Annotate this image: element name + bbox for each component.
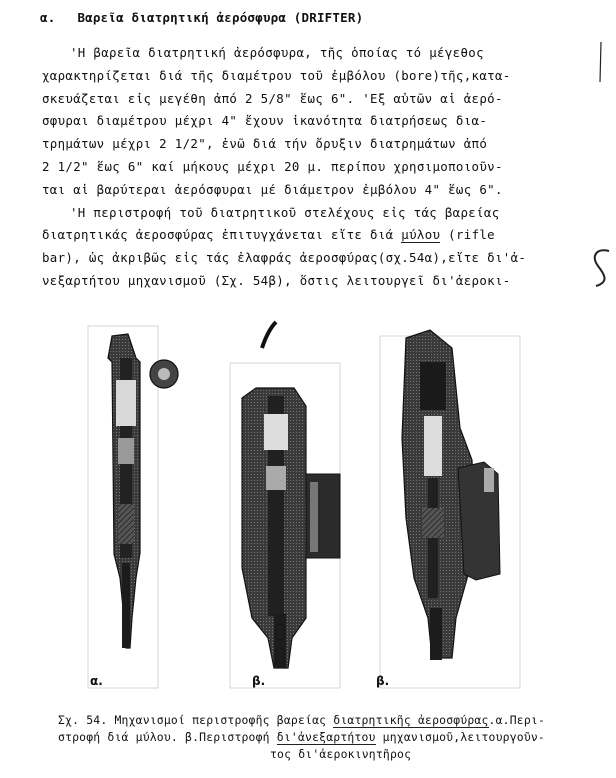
caption-line <box>58 712 578 729</box>
text-line: ται αἱ βαρύτεραι ἀερόσφυραι μέ διάμετρον ἐμβόλου 4" ἕως 6". <box>42 181 503 197</box>
figure-label-a: α. <box>90 674 103 688</box>
drill-illustration-b-right <box>380 330 520 688</box>
text-line: σκευάζεται εἰς μεγέθη ἀπό 2 5/8" ἕως 6". 'Εξ αὐτῶν αἱ ἀερό- <box>42 90 503 106</box>
underlined-phrase: διατρητικῆς ἀεροσφύρας <box>333 713 489 727</box>
text-segment: διατρητικάς ἀεροσφύρας ἐπιτυγχάνεται εἴτε διά <box>42 227 402 243</box>
figure-caption <box>58 712 578 763</box>
underlined-phrase: δι'ἀνεξαρτήτου <box>276 730 376 744</box>
section-heading <box>40 10 363 25</box>
text-line: 'Η βαρεῖα διατρητική ἀερόσφυρα, τῆς ὁποίας τό μέγεθος <box>70 45 484 60</box>
text-line: 'Η περιστροφή τοῦ διατρητικοῦ στελέχους εἰς τάς βαρείας <box>70 204 500 220</box>
text-line: bar), ὡς ἀκριβῶς εἰς τάς ἐλαφράς ἀεροσφύρας(σχ.54α),εἴτε δι'ἀ- <box>42 250 527 266</box>
caption-line: τος δι'ἀεροκινητῆρος <box>270 747 412 761</box>
section-letter: α. <box>40 10 56 25</box>
text-segment: (rifle <box>440 227 495 243</box>
drill-illustration-b-middle <box>230 322 340 688</box>
margin-tick-mark <box>596 40 606 84</box>
figure-label-b-middle: β. <box>252 674 266 688</box>
text-segment: Σχ. 54. Μηχανισμοί περιστροφῆς βαρείας <box>58 713 334 727</box>
text-line <box>42 224 582 247</box>
text-line: τρημάτων μέχρι 2 1/2", ἐνῶ διά τήν ὄρυξιν διατρημάτων ἀπό <box>42 136 488 152</box>
text-line: 2 1/2" ἕως 6" καί μήκους μέχρι 20 μ. περίπου χρησιμοποιοῦν- <box>42 158 503 174</box>
figure-label-b-right: β. <box>376 674 390 688</box>
text-line: νεξαρτήτου μηχανισμοῦ (Σχ. 54β), ὅστις λειτουργεῖ δι'ἀεροκι- <box>42 272 511 288</box>
section-title: Βαρεῖα διατρητική ἀερόσφυρα (DRIFTER) <box>77 10 364 25</box>
text-segment: στροφή διά μύλου. β.Περιστροφή <box>58 730 277 744</box>
text-segment: μηχανισμοῦ,λειτουργοῦν- <box>375 730 545 744</box>
text-line: σφυραι διαμέτρου μέχρι 4" ἔχουν ἱκανότητα διατρήσεως δια- <box>42 113 488 129</box>
drill-illustration-a <box>88 326 178 688</box>
figure-illustration <box>80 318 540 700</box>
text-segment: .α.Περι- <box>488 713 546 727</box>
caption-line <box>58 729 578 746</box>
body-text <box>42 42 582 293</box>
margin-handwritten-mark <box>588 246 614 290</box>
figure-drill-mechanisms <box>80 318 540 700</box>
underlined-word: μύλου <box>401 227 441 243</box>
text-line: χαρακτηρίζεται διά τῆς διαμέτρου τοῦ ἐμβόλου (bore)τῆς,κατα- <box>42 67 511 83</box>
